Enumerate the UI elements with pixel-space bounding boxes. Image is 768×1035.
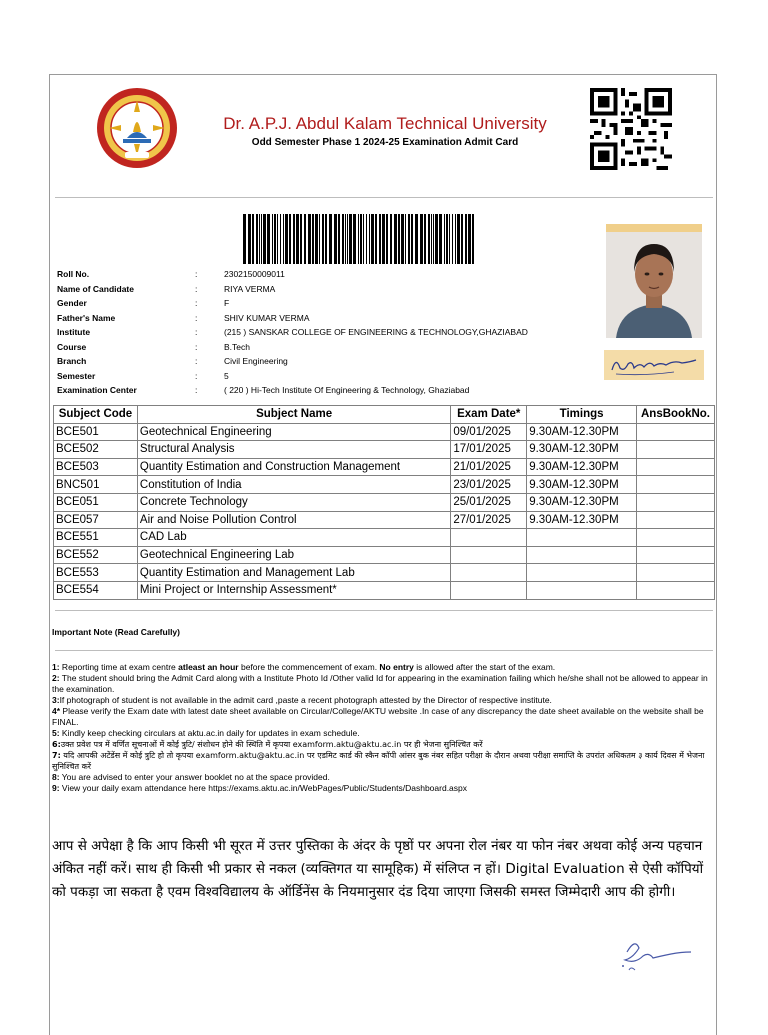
exam-date-cell: 09/01/2025 <box>451 423 527 441</box>
info-row <box>57 354 604 369</box>
header-exam-date: Exam Date* <box>451 406 527 424</box>
barcode-bar <box>256 214 258 264</box>
barcode-bar <box>349 214 352 264</box>
header-timings: Timings <box>527 406 637 424</box>
subject-name-cell: CAD Lab <box>137 529 450 547</box>
barcode-bar <box>272 214 273 264</box>
table-row <box>54 458 715 476</box>
info-row <box>57 340 604 355</box>
barcode-bar <box>342 214 344 264</box>
table-row <box>54 529 715 547</box>
table-row <box>54 564 715 582</box>
barcode-bar <box>308 214 311 264</box>
exam-date-cell: 27/01/2025 <box>451 511 527 529</box>
barcode-bar <box>304 214 306 264</box>
barcode-bar <box>408 214 410 264</box>
note-1 <box>52 662 716 673</box>
timings-cell <box>527 529 637 547</box>
barcode-bar <box>394 214 397 264</box>
barcode-bar <box>435 214 438 264</box>
info-label: Father's Name <box>57 312 116 323</box>
barcode-bar <box>363 214 364 264</box>
note-number: 7: <box>52 751 61 760</box>
subject-code-cell: BCE501 <box>54 423 138 441</box>
note-text: before the commencement of exam. <box>238 662 380 672</box>
barcode-bar <box>433 214 434 264</box>
info-value: Civil Engineering <box>224 356 288 366</box>
barcode-bar <box>375 214 377 264</box>
info-value: B.Tech <box>224 341 250 352</box>
header-ansbook-no: AnsBookNo. <box>637 406 715 424</box>
barcode-bar <box>452 214 453 264</box>
important-notes <box>52 662 716 794</box>
candidate-photo <box>606 224 702 338</box>
barcode-bar <box>345 214 346 264</box>
ansbook-no-cell <box>637 564 715 582</box>
info-row <box>57 311 604 326</box>
exam-date-cell: 17/01/2025 <box>451 441 527 459</box>
barcode-bar <box>371 214 374 264</box>
barcode-bar <box>411 214 413 264</box>
subject-name-cell: Quantity Estimation and Construction Management <box>137 458 450 476</box>
header-subject-name: Subject Name <box>137 406 450 424</box>
ansbook-no-cell <box>637 511 715 529</box>
note-7 <box>52 750 716 772</box>
university-logo <box>89 86 185 170</box>
note-text: View your daily exam attendance here https://exams.aktu.ac.in/WebPages/Public/Students/Dashboard.aspx <box>59 783 468 793</box>
info-row <box>57 282 604 297</box>
barcode-bar <box>472 214 474 264</box>
timings-cell <box>527 581 637 599</box>
timings-cell: 9.30AM-12.30PM <box>527 511 637 529</box>
timings-cell: 9.30AM-12.30PM <box>527 476 637 494</box>
exam-date-cell: 21/01/2025 <box>451 458 527 476</box>
subject-code-cell: BCE051 <box>54 493 138 511</box>
barcode-bar <box>358 214 359 264</box>
info-colon: : <box>195 370 198 381</box>
info-colon: : <box>195 298 198 308</box>
subject-name-cell: Constitution of India <box>137 476 450 494</box>
barcode-bar <box>319 214 320 264</box>
subject-code-cell: BCE057 <box>54 511 138 529</box>
barcode-bar <box>312 214 314 264</box>
info-colon: : <box>195 269 198 279</box>
barcode-bar <box>283 214 284 264</box>
barcode-bar <box>259 214 260 264</box>
barcode-bar <box>277 214 278 264</box>
barcode-bar <box>300 214 302 264</box>
info-colon: : <box>195 341 198 352</box>
barcode-bar <box>457 214 460 264</box>
table-row <box>54 441 715 459</box>
info-label: Roll No. <box>57 269 90 279</box>
barcode-bar <box>461 214 463 264</box>
note-9 <box>52 783 716 794</box>
table-row <box>54 581 715 599</box>
ansbook-no-cell <box>637 423 715 441</box>
info-value: F <box>224 298 230 308</box>
barcode-bar <box>420 214 423 264</box>
barcode-bar <box>439 214 442 264</box>
barcode-bar <box>398 214 400 264</box>
subject-name-cell: Geotechnical Engineering Lab <box>137 546 450 564</box>
note-number: 8: <box>52 772 60 782</box>
note-number: 3: <box>52 695 60 705</box>
ansbook-no-cell <box>637 441 715 459</box>
exam-date-cell: 25/01/2025 <box>451 493 527 511</box>
info-row <box>57 325 604 340</box>
barcode-bar <box>386 214 388 264</box>
note-5 <box>52 728 716 739</box>
subject-code-cell: BCE552 <box>54 546 138 564</box>
ansbook-no-cell <box>637 493 715 511</box>
info-label: Semester <box>57 370 96 381</box>
hindi-instruction-paragraph: आप से अपेक्षा है कि आप किसी भी सूरत में उत्तर पुस्तिका के अंदर के पृष्ठों पर अपना रोल नंबर या फोन नंबर अथवा कोई अन्य पहचान अंकित नहीं करें। साथ ही किसी भी प्रकार से नकल (व्यक्तिगत या सामूहिक) में संलिप्त न हों। Digital Evaluation से ऐसी कॉपियों को पकड़ा जा सकता है एवम विश्वविद्यालय के ऑर्डिनेंस के नियमानुसार दंड दिया जाएगा जिसकी समस्त जिम्मेदारी आप की होगी। <box>52 838 704 900</box>
barcode-bar <box>446 214 448 264</box>
barcode-bar <box>449 214 450 264</box>
barcode-bar <box>366 214 367 264</box>
table-row <box>54 511 715 529</box>
timings-cell <box>527 546 637 564</box>
barcode-bar <box>390 214 392 264</box>
note-number: 9: <box>52 783 60 793</box>
barcode-bar <box>415 214 418 264</box>
note-text: The student should bring the Admit Card along with a Institute Photo Id /Other valid Id for appearing in the examination failing which he/she shall not be allowed to appear in the examination. <box>52 673 708 694</box>
barcode-bar <box>428 214 430 264</box>
table-header-row <box>54 406 715 424</box>
university-name: Dr. A.P.J. Abdul Kalam Technical University <box>223 114 547 133</box>
ansbook-no-cell <box>637 581 715 599</box>
subject-code-cell: BCE554 <box>54 581 138 599</box>
barcode-bar <box>455 214 456 264</box>
barcode-bar <box>329 214 332 264</box>
info-colon: : <box>195 356 198 366</box>
note-text: Kindly keep checking circulars at aktu.ac.in daily for updates in exam schedule. <box>59 728 360 738</box>
barcode-bar <box>382 214 385 264</box>
info-row <box>57 296 604 311</box>
qr-code <box>590 88 672 170</box>
barcode-bar <box>431 214 432 264</box>
subject-code-cell: BCE503 <box>54 458 138 476</box>
barcode-bar <box>353 214 356 264</box>
note-text: You are advised to enter your answer booklet no at the space provided. <box>59 772 330 782</box>
barcode-bar <box>360 214 362 264</box>
subject-name-cell: Geotechnical Engineering <box>137 423 450 441</box>
barcode-bar <box>263 214 266 264</box>
barcode-bar <box>424 214 426 264</box>
timings-cell <box>527 564 637 582</box>
subject-code-cell: BCE502 <box>54 441 138 459</box>
barcode-bar <box>248 214 251 264</box>
barcode-bar <box>285 214 288 264</box>
ansbook-no-cell <box>637 546 715 564</box>
info-value: 2302150009011 <box>224 269 285 279</box>
note-number: 6: <box>52 740 61 749</box>
subject-name-cell: Quantity Estimation and Management Lab <box>137 564 450 582</box>
note-text: यदि आपकी अटेंडेंस में कोई त्रुटि हो तो कृपया examform.aktu@aktu.ac.in पर एडमिट कार्ड की स्कैन कॉपी आंसर बुक नंबर सहित परीक्षा के दौरान अथवा परीक्षा समाप्ति के उपरांत अधिकतम ३ कार्य दिवस में भेजना सुनिश्चित करें <box>52 751 705 771</box>
subject-name-cell: Structural Analysis <box>137 441 450 459</box>
info-label: Gender <box>57 298 87 308</box>
barcode-bar <box>261 214 262 264</box>
note-emphasis: atleast an hour <box>178 662 239 672</box>
barcode-bar <box>322 214 324 264</box>
barcode-bar <box>405 214 406 264</box>
info-label: Course <box>57 341 87 352</box>
timings-cell: 9.30AM-12.30PM <box>527 458 637 476</box>
barcode-bar <box>465 214 467 264</box>
barcode-bar <box>293 214 295 264</box>
authority-signature <box>605 930 697 980</box>
header-divider <box>55 197 713 198</box>
barcode-bar <box>243 214 246 264</box>
info-label: Branch <box>57 356 87 366</box>
note-text: उक्त प्रवेश पत्र में वर्णित सूचनाओं में कोई त्रुटि/ संशोधन होने की स्थिति में कृपया examform.aktu@aktu.ac.in पर ही भेजना सुनिश्चित करें <box>60 740 483 749</box>
barcode-bar <box>347 214 348 264</box>
table-row <box>54 493 715 511</box>
note-2 <box>52 673 716 695</box>
subject-code-cell: BCE553 <box>54 564 138 582</box>
important-note-title: Important Note (Read Carefully) <box>52 627 180 637</box>
note-text: Reporting time at exam centre <box>59 662 179 672</box>
barcode-bar <box>315 214 318 264</box>
note-text: If photograph of student is not available in the admit card ,paste a recent photograph attested by the Director of respective institute. <box>59 695 552 705</box>
note-text: is allowed after the start of the exam. <box>413 662 556 672</box>
barcode-bar <box>274 214 276 264</box>
info-label: Examination Center <box>57 385 137 395</box>
barcode-bar <box>280 214 281 264</box>
barcode-bar <box>468 214 471 264</box>
note-3 <box>52 695 716 706</box>
note-number: 5: <box>52 728 60 738</box>
table-row <box>54 423 715 441</box>
note-emphasis: No entry <box>379 662 414 672</box>
barcode-bar <box>444 214 445 264</box>
info-label: Name of Candidate <box>57 283 134 294</box>
subject-table <box>53 405 715 600</box>
note-6 <box>52 739 716 750</box>
barcode-bar <box>325 214 327 264</box>
header-subject-code: Subject Code <box>54 406 138 424</box>
subject-code-cell: BNC501 <box>54 476 138 494</box>
info-row <box>57 383 604 398</box>
barcode-bar <box>338 214 340 264</box>
info-label: Institute <box>57 327 91 337</box>
barcode-bar <box>252 214 254 264</box>
note-text: Please verify the Exam date with latest date sheet available on Circular/College/AKTU website .In case of any discrepancy the date sheet available on the website shall be FINAL. <box>52 706 704 727</box>
table-divider <box>55 610 713 611</box>
candidate-signature <box>604 350 704 380</box>
barcode-bar <box>334 214 337 264</box>
timings-cell: 9.30AM-12.30PM <box>527 441 637 459</box>
note-8 <box>52 772 716 783</box>
info-colon: : <box>195 385 198 395</box>
info-value: 5 <box>224 370 229 381</box>
ansbook-no-cell <box>637 458 715 476</box>
candidate-details <box>57 267 604 398</box>
info-colon: : <box>195 312 198 323</box>
barcode-bar <box>289 214 291 264</box>
barcode-bar <box>401 214 404 264</box>
barcode-bar <box>379 214 381 264</box>
table-row <box>54 476 715 494</box>
info-colon: : <box>195 283 198 294</box>
timings-cell: 9.30AM-12.30PM <box>527 493 637 511</box>
info-row <box>57 267 604 282</box>
exam-date-cell <box>451 529 527 547</box>
note-divider <box>55 650 713 651</box>
subject-name-cell: Concrete Technology <box>137 493 450 511</box>
barcode-bar <box>267 214 270 264</box>
subject-name-cell: Mini Project or Internship Assessment* <box>137 581 450 599</box>
info-value: ( 220 ) Hi-Tech Institute Of Engineering & Technology, Ghaziabad <box>224 385 470 395</box>
info-row <box>57 369 604 384</box>
exam-date-cell <box>451 581 527 599</box>
ansbook-no-cell <box>637 476 715 494</box>
subject-name-cell: Air and Noise Pollution Control <box>137 511 450 529</box>
note-number: 4* <box>52 706 61 716</box>
note-number: 2: <box>52 673 60 683</box>
table-row <box>54 546 715 564</box>
exam-date-cell: 23/01/2025 <box>451 476 527 494</box>
exam-date-cell <box>451 546 527 564</box>
timings-cell: 9.30AM-12.30PM <box>527 423 637 441</box>
barcode-bar <box>369 214 370 264</box>
info-value: SHIV KUMAR VERMA <box>224 312 310 323</box>
admit-card-title: Odd Semester Phase 1 2024-25 Examination Admit Card <box>251 137 519 148</box>
info-colon: : <box>195 327 198 337</box>
exam-date-cell <box>451 564 527 582</box>
note-4 <box>52 706 716 728</box>
roll-number-barcode <box>243 214 475 264</box>
info-value: RIYA VERMA <box>224 283 276 294</box>
info-value: (215 ) SANSKAR COLLEGE OF ENGINEERING & TECHNOLOGY,GHAZIABAD <box>224 327 528 337</box>
ansbook-no-cell <box>637 529 715 547</box>
note-number: 1: <box>52 662 60 672</box>
barcode-bar <box>296 214 299 264</box>
subject-code-cell: BCE551 <box>54 529 138 547</box>
